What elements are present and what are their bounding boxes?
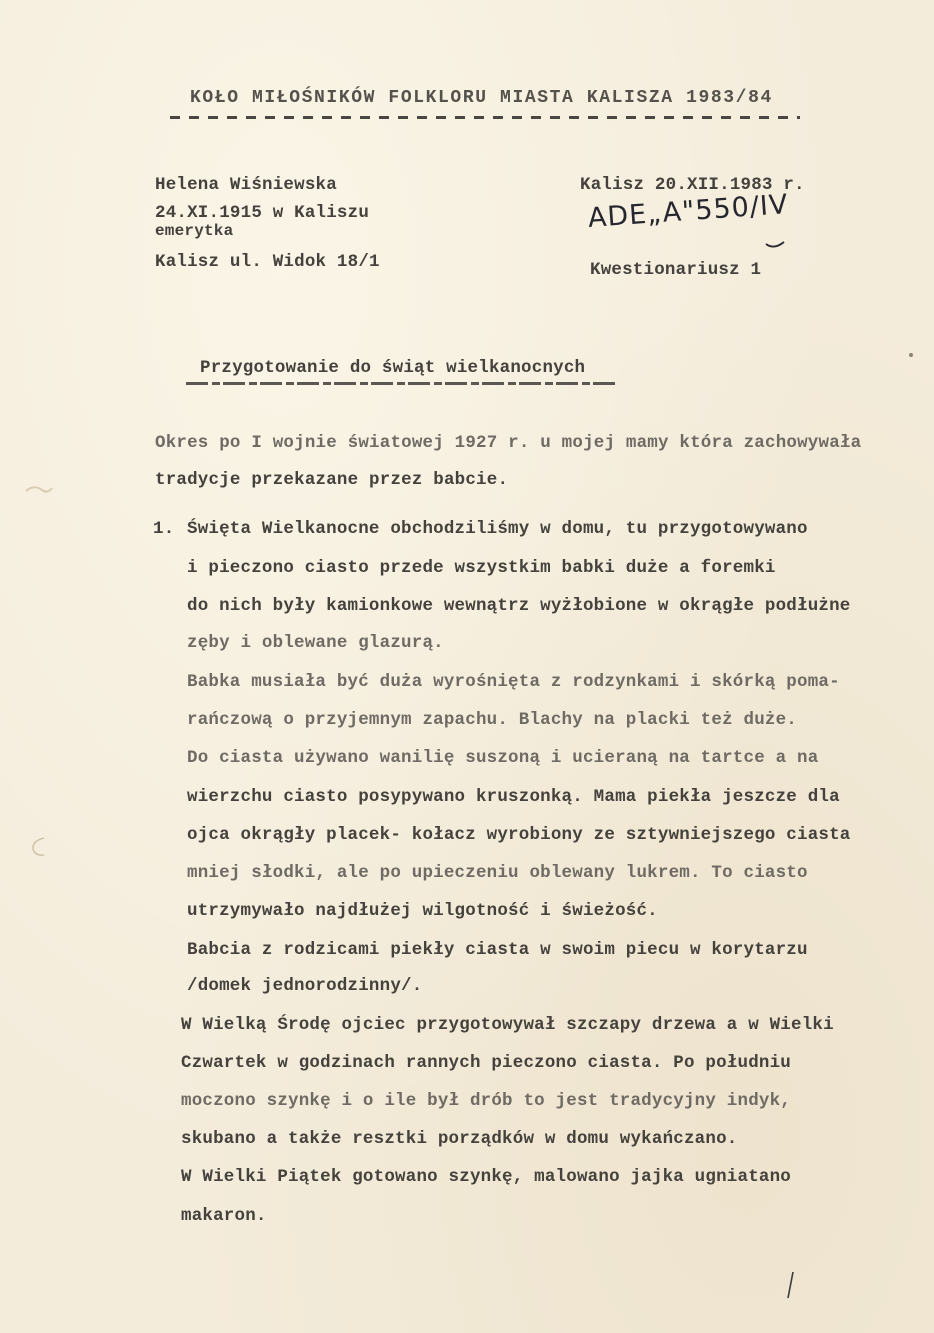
body-line: makaron. bbox=[181, 1206, 267, 1226]
body-line: Czwartek w godzinach rannych pieczono ciasta. Po południu bbox=[181, 1053, 791, 1073]
author-address: Kalisz ul. Widok 18/1 bbox=[155, 252, 380, 272]
body-line: W Wielką Środę ojciec przygotowywał szczapy drzewa a w Wielki bbox=[181, 1015, 834, 1035]
intro-line: tradycje przekazane przez babcie. bbox=[155, 470, 509, 490]
document-header: KOŁO MIŁOŚNIKÓW FOLKLORU MIASTA KALISZA 1983/84 bbox=[190, 88, 773, 108]
item-number: 1. bbox=[153, 519, 175, 539]
body-line: utrzymywało najdłużej wilgotność i świeżość. bbox=[187, 901, 658, 921]
body-line: skubano a także resztki porządków w domu wykańczano. bbox=[181, 1129, 738, 1149]
body-line: Święta Wielkanocne obchodziliśmy w domu, tu przygotowywano bbox=[187, 519, 808, 539]
body-line: zęby i oblewane glazurą. bbox=[187, 633, 444, 653]
author-birth: 24.XI.1915 w Kaliszu bbox=[155, 203, 370, 223]
title-underline bbox=[186, 382, 616, 385]
document-title: Przygotowanie do świąt wielkanocnych bbox=[200, 358, 586, 378]
body-line: i pieczono ciasto przede wszystkim babki duże a foremki bbox=[187, 558, 776, 578]
body-line: Babka musiała być duża wyrośnięta z rodzynkami i skórką poma- bbox=[187, 672, 840, 692]
pencil-stroke-icon bbox=[784, 1270, 796, 1300]
punch-hole-mark-icon bbox=[28, 835, 52, 859]
body-line: Do ciasta używano wanilię suszoną i ucieraną na tartce a na bbox=[187, 748, 819, 768]
body-line: ojca okrągły placek- kołacz wyrobiony ze sztywniejszego ciasta bbox=[187, 825, 851, 845]
body-line: do nich były kamionkowe wewnątrz wyżłobione w okrągłe podłużne bbox=[187, 596, 851, 616]
intro-line: Okres po I wojnie światowej 1927 r. u mojej mamy która zachowywała bbox=[155, 433, 862, 453]
body-line: moczono szynkę i o ile był drób to jest tradycyjny indyk, bbox=[181, 1091, 791, 1111]
body-line: /domek jednorodzinny/. bbox=[187, 976, 423, 996]
body-line: Babcia z rodzicami piekły ciasta w swoim piecu w korytarzu bbox=[187, 940, 808, 960]
questionnaire-label: Kwestionariusz 1 bbox=[590, 260, 762, 280]
body-line: mniej słodki, ale po upieczeniu oblewany lukrem. To ciasto bbox=[187, 863, 808, 883]
body-line: wierzchu ciasto posypywano kruszonką. Mama piekła jeszcze dla bbox=[187, 787, 840, 807]
body-line: rańczową o przyjemnym zapachu. Blachy na placki też duże. bbox=[187, 710, 797, 730]
archive-signature-mark: ADE„A"550/IV bbox=[586, 189, 790, 234]
ink-dot-icon bbox=[906, 350, 916, 360]
handwritten-tick-icon bbox=[764, 240, 786, 250]
paper-speck-icon bbox=[24, 482, 54, 500]
body-line: W Wielki Piątek gotowano szynkę, malowano jajka ugniatano bbox=[181, 1167, 791, 1187]
author-occupation: emerytka bbox=[155, 222, 234, 240]
place-date: Kalisz 20.XII.1983 r. bbox=[580, 175, 805, 195]
header-dashed-rule bbox=[170, 116, 800, 119]
author-name: Helena Wiśniewska bbox=[155, 175, 337, 195]
